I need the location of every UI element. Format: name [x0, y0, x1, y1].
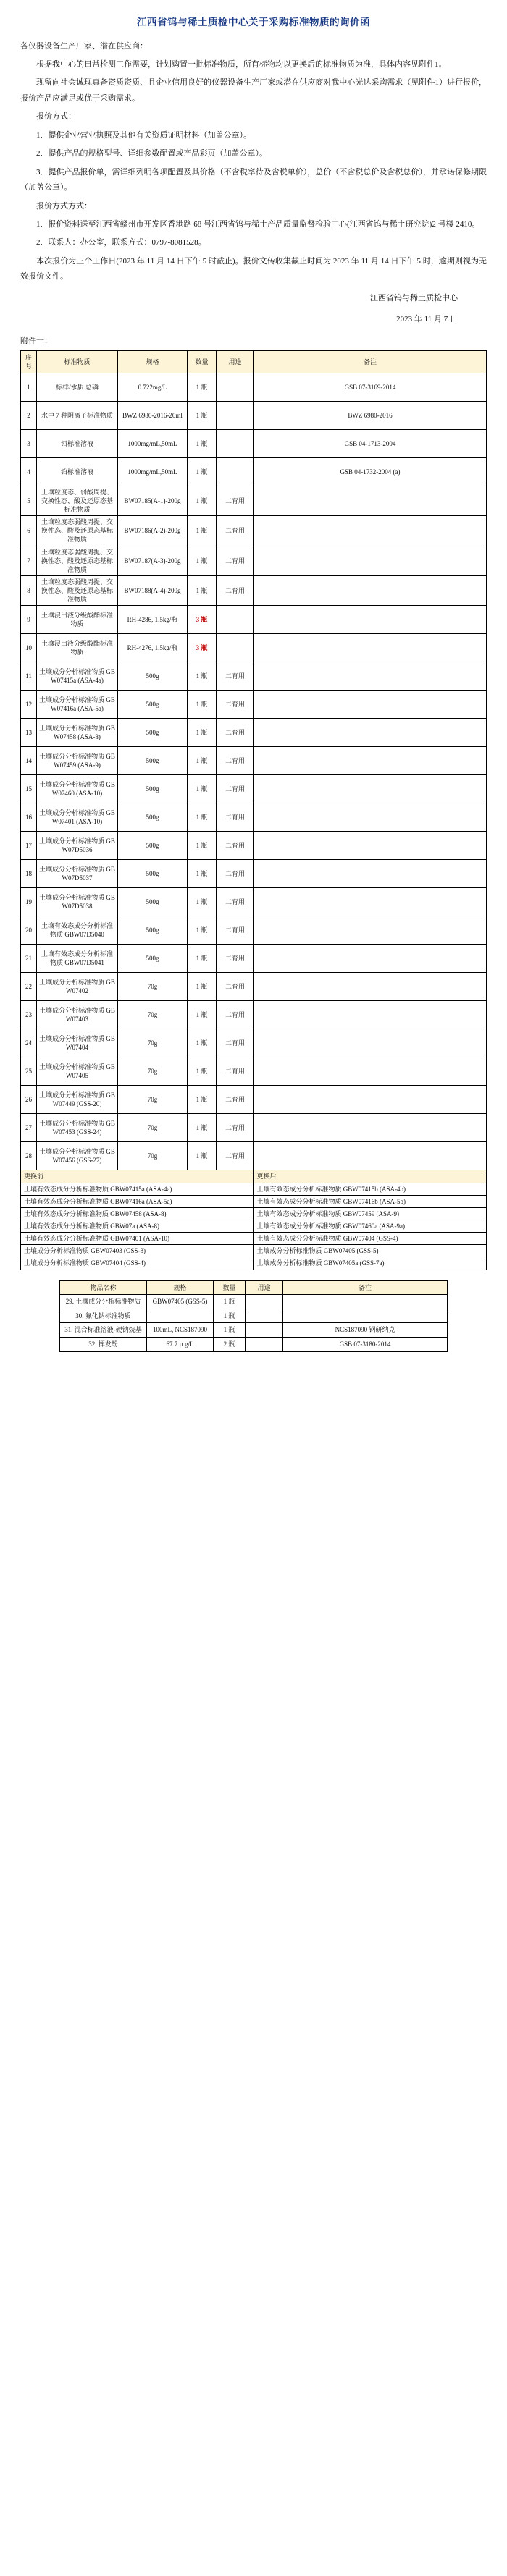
- materials-table: [20, 350, 487, 1171]
- table-row: [60, 1309, 448, 1323]
- cell-name: 铅标准溶液: [37, 429, 118, 457]
- cell-before: 土壤有效态成分分析标准物质 GBW07415a (ASA-4a): [21, 1183, 254, 1195]
- cell-use: [217, 606, 254, 634]
- cell-qty: 2 瓶: [214, 1337, 246, 1351]
- cell-note: GSB 04-1713-2004: [254, 429, 487, 457]
- table-row: [21, 576, 487, 606]
- cell-spec: 0.722mg/L: [118, 373, 188, 401]
- cell-qty: 1 瓶: [214, 1323, 246, 1338]
- cell-after: 土壤有效态成分分析标准物质 GBW07416b (ASA-5b): [254, 1195, 487, 1207]
- cell-name: 水中 7 种阴离子标准物质: [37, 401, 118, 429]
- table-row: [21, 747, 487, 775]
- second-table-wrap: [20, 1280, 487, 1352]
- cell-note: BWZ 6980-2016: [254, 401, 487, 429]
- cell-qty: 1 瓶: [188, 576, 217, 606]
- cell-before: 土壤有效态成分分析标准物质 GBW07401 (ASA-10): [21, 1233, 254, 1245]
- cell-name: 土壤有效态成分分析标准物质 GBW07D5040: [37, 916, 118, 945]
- quote-item-3: 3．提供产品报价单，需详细列明各项配置及其价格（不含税率待及含税单价），总价（不含税总价及含税总价），并承诺保修期限（加盖公章）。: [20, 167, 487, 193]
- cell-qty: 1 瓶: [188, 719, 217, 747]
- cell-spec: 500g: [118, 662, 188, 691]
- cell-no: 7: [21, 546, 37, 575]
- change-row: [21, 1183, 487, 1195]
- cell-qty: 1 瓶: [188, 429, 217, 457]
- table-row: [21, 486, 487, 515]
- cell-after: 土壤成分分析标准物质 GBW07405 (GSS-5): [254, 1245, 487, 1257]
- change-row: [21, 1233, 487, 1245]
- way-item-2: 2．联系人：办公室，联系方式：0797-8081528。: [36, 238, 206, 248]
- change-header-row: [21, 1170, 487, 1183]
- cell-no: 10: [21, 634, 37, 662]
- th2-name: 物品名称: [60, 1280, 147, 1295]
- cell-no: 23: [21, 1001, 37, 1029]
- cell-no: 13: [21, 719, 37, 747]
- cell-qty: 1 瓶: [188, 945, 217, 973]
- cell-note: [254, 747, 487, 775]
- cell-name: 土壤成分分析标准物质 GBW07D5037: [37, 860, 118, 888]
- cell-note: GSB 07-3169-2014: [254, 373, 487, 401]
- quote-item-1: 1．提供企业营业执照及其他有关资质证明材料（加盖公章）。: [36, 130, 251, 140]
- cell-use: 二育用: [217, 546, 254, 575]
- page-title: 江西省钨与稀土质检中心关于采购标准物质的询价函: [137, 17, 370, 28]
- cell-note: GSB 07-3180-2014: [283, 1337, 448, 1351]
- cell-note: [283, 1295, 448, 1309]
- cell-spec: 500g: [118, 832, 188, 860]
- cell-no: 27: [21, 1114, 37, 1142]
- cell-no: 14: [21, 747, 37, 775]
- cell-no: 1: [21, 373, 37, 401]
- cell-spec: 1000mg/mL,50mL: [118, 429, 188, 457]
- cell-spec: 70g: [118, 1086, 188, 1114]
- materials-table-2: [59, 1280, 448, 1352]
- cell-name: 30. 氟化钠标准物质: [60, 1309, 147, 1323]
- cell-qty: 1 瓶: [188, 775, 217, 803]
- cell-qty: 1 瓶: [188, 373, 217, 401]
- cell-qty: 1 瓶: [188, 803, 217, 832]
- table-row: [21, 945, 487, 973]
- table-row: [21, 888, 487, 916]
- cell-note: [254, 1086, 487, 1114]
- cell-spec: 500g: [118, 691, 188, 719]
- cell-use: 二育用: [217, 1142, 254, 1170]
- cell-name: 土壤成分分析标准物质 GBW07459 (ASA-9): [37, 747, 118, 775]
- cell-no: 12: [21, 691, 37, 719]
- deadline-paragraph: 本次报价为三个工作日(2023 年 11 月 14 日下午 5 时截止)。报价文传收集截止时间为 2023 年 11 月 14 日下午 5 时，逾期则视为无效报价文件。: [20, 256, 487, 282]
- table-row: [21, 1142, 487, 1170]
- cell-name: 土壤成分分析标准物质 GBW07402: [37, 973, 118, 1001]
- table-row: [21, 973, 487, 1001]
- cell-use: [246, 1323, 283, 1338]
- cell-use: [217, 401, 254, 429]
- cell-qty: 1 瓶: [188, 1086, 217, 1114]
- cell-note: [254, 634, 487, 662]
- cell-spec: 500g: [118, 747, 188, 775]
- th-no: 序号: [21, 350, 37, 373]
- table-row: [21, 1001, 487, 1029]
- attachment-label: 附件一：: [20, 336, 52, 345]
- way-section-heading: 报价方式方式：: [36, 201, 92, 211]
- cell-name: 标样/水质 总磷: [37, 373, 118, 401]
- cell-name: 土壤成分分析标准物质 GBW07458 (ASA-8): [37, 719, 118, 747]
- table-row: [21, 691, 487, 719]
- intro-paragraph-2: 现留向社会诚现真备资质资质、且企业信用良好的仪器设备生产厂家或潜在供应商对我中心光达采购需求（见附件1）进行报价，报价产品应满足或优于采购需求。: [20, 78, 487, 103]
- table-row: [21, 832, 487, 860]
- cell-use: 二育用: [217, 945, 254, 973]
- table-row: [21, 1029, 487, 1057]
- cell-note: [254, 1001, 487, 1029]
- cell-name: 土壤成分分析标准物质 GBW07D5036: [37, 832, 118, 860]
- table-row: [21, 916, 487, 945]
- cell-after: 土壤成分分析标准物质 GBW07405a (GSS-7a): [254, 1257, 487, 1270]
- cell-use: [217, 457, 254, 486]
- cell-use: 二育用: [217, 516, 254, 546]
- cell-note: [254, 486, 487, 515]
- cell-qty: 1 瓶: [188, 691, 217, 719]
- cell-use: 二育用: [217, 888, 254, 916]
- cell-qty: 1 瓶: [188, 973, 217, 1001]
- cell-qty: 1 瓶: [214, 1309, 246, 1323]
- cell-name: 土壤成分分析标准物质 GBW07415a (ASA-4a): [37, 662, 118, 691]
- table-header-row: [21, 350, 487, 373]
- cell-note: GSB 04-1732-2004 (a): [254, 457, 487, 486]
- cell-no: 16: [21, 803, 37, 832]
- cell-spec: [147, 1309, 214, 1323]
- cell-no: 8: [21, 576, 37, 606]
- cell-note: [254, 1057, 487, 1086]
- cell-no: 19: [21, 888, 37, 916]
- cell-name: 土壤成分分析标准物质 GBW07401 (ASA-10): [37, 803, 118, 832]
- cell-use: 二育用: [217, 486, 254, 515]
- cell-name: 31. 混合标准溶液-硬钠烷基: [60, 1323, 147, 1338]
- cell-spec: 70g: [118, 1114, 188, 1142]
- cell-note: [254, 1142, 487, 1170]
- change-row: [21, 1245, 487, 1257]
- th-name: 标准物质: [37, 350, 118, 373]
- salutation: 各仪器设备生产厂家、潜在供应商：: [20, 41, 148, 51]
- cell-use: 二育用: [217, 1086, 254, 1114]
- cell-use: 二育用: [217, 662, 254, 691]
- cell-after: 土壤有效态成分分析标准物质 GBW07415b (ASA-4b): [254, 1183, 487, 1195]
- cell-qty: 1 瓶: [188, 1142, 217, 1170]
- cell-name: 土壤成分分析标准物质 GBW07405: [37, 1057, 118, 1086]
- cell-spec: 70g: [118, 1029, 188, 1057]
- cell-use: 二育用: [217, 775, 254, 803]
- cell-no: 6: [21, 516, 37, 546]
- cell-note: NCS187090 钢研纳克: [283, 1323, 448, 1338]
- cell-note: [254, 860, 487, 888]
- cell-use: [217, 429, 254, 457]
- cell-use: [217, 373, 254, 401]
- cell-after: 土壤有效态成分分析标准物质 GBW07404 (GSS-4): [254, 1233, 487, 1245]
- cell-qty: 1 瓶: [188, 401, 217, 429]
- cell-qty: 1 瓶: [188, 747, 217, 775]
- table-row: [21, 401, 487, 429]
- table-row: [21, 719, 487, 747]
- cell-spec: 70g: [118, 1142, 188, 1170]
- cell-use: 二育用: [217, 803, 254, 832]
- cell-spec: 70g: [118, 1001, 188, 1029]
- cell-use: 二育用: [217, 916, 254, 945]
- change-row: [21, 1195, 487, 1207]
- table2-header-row: [60, 1280, 448, 1295]
- cell-name: 土壤成分分析标准物质 GBW07449 (GSS-20): [37, 1086, 118, 1114]
- cell-spec: GBW07405 (GSS-5): [147, 1295, 214, 1309]
- table-row: [21, 457, 487, 486]
- cell-no: 24: [21, 1029, 37, 1057]
- cell-name: 土壤成分分析标准物质 GBW07403: [37, 1001, 118, 1029]
- cell-qty: 1 瓶: [188, 1001, 217, 1029]
- cell-qty: 1 瓶: [188, 916, 217, 945]
- th2-use: 用途: [246, 1280, 283, 1295]
- cell-no: 18: [21, 860, 37, 888]
- cell-spec: 500g: [118, 803, 188, 832]
- cell-no: 5: [21, 486, 37, 515]
- cell-no: 2: [21, 401, 37, 429]
- cell-name: 土壤粒度态弱酸周提、交换性态、酸及还原态基标准物质: [37, 576, 118, 606]
- cell-after: 土壤有效态成分分析标准物质 GBW07460a (ASA-9a): [254, 1220, 487, 1233]
- table-row: [60, 1295, 448, 1309]
- th-spec: 规格: [118, 350, 188, 373]
- cell-note: [254, 1114, 487, 1142]
- cell-name: 29. 土壤成分分析标准物质: [60, 1295, 147, 1309]
- cell-spec: BWZ 6980-2016-20ml: [118, 401, 188, 429]
- th-after: 更换后: [254, 1170, 487, 1183]
- cell-no: 17: [21, 832, 37, 860]
- cell-qty: 1 瓶: [188, 486, 217, 515]
- cell-no: 20: [21, 916, 37, 945]
- cell-use: 二育用: [217, 719, 254, 747]
- th2-spec: 规格: [147, 1280, 214, 1295]
- change-row: [21, 1220, 487, 1233]
- cell-qty: 1 瓶: [188, 832, 217, 860]
- cell-use: 二育用: [217, 691, 254, 719]
- way-item-1: 1．报价资料送至江西省赣州市开发区香港路 68 号江西省钨与稀土产品质量监督检验中心(江西省钨与稀土研究院)2 号楼 2410。: [36, 219, 480, 229]
- cell-use: [246, 1295, 283, 1309]
- cell-no: 3: [21, 429, 37, 457]
- cell-qty: 1 瓶: [188, 546, 217, 575]
- cell-qty: 1 瓶: [188, 860, 217, 888]
- cell-note: [254, 1029, 487, 1057]
- cell-no: 15: [21, 775, 37, 803]
- cell-before: 土壤有效态成分分析标准物质 GBW07a (ASA-8): [21, 1220, 254, 1233]
- cell-note: [254, 775, 487, 803]
- cell-spec: 500g: [118, 888, 188, 916]
- cell-spec: RH-4276, 1.5kg/瓶: [118, 634, 188, 662]
- table-row: [21, 546, 487, 575]
- table-row: [21, 373, 487, 401]
- table-row: [21, 775, 487, 803]
- cell-note: [283, 1309, 448, 1323]
- cell-name: 土壤浸出液分级酸酯标准物质: [37, 606, 118, 634]
- cell-use: 二育用: [217, 576, 254, 606]
- cell-use: 二育用: [217, 860, 254, 888]
- signature-date: 2023 年 11 月 7 日: [396, 314, 458, 324]
- table-row: [60, 1337, 448, 1351]
- cell-spec: 70g: [118, 1057, 188, 1086]
- cell-no: 4: [21, 457, 37, 486]
- cell-qty: 1 瓶: [188, 1029, 217, 1057]
- cell-before: 土壤有效态成分分析标准物质 GBW07416a (ASA-5a): [21, 1195, 254, 1207]
- cell-use: 二育用: [217, 973, 254, 1001]
- cell-qty: 1 瓶: [214, 1295, 246, 1309]
- cell-spec: 500g: [118, 945, 188, 973]
- cell-note: [254, 662, 487, 691]
- cell-name: 土壤浸出液分级酸酯标准物质: [37, 634, 118, 662]
- cell-spec: 70g: [118, 973, 188, 1001]
- cell-note: [254, 606, 487, 634]
- cell-before: 土壤成分分析标准物质 GBW07404 (GSS-4): [21, 1257, 254, 1270]
- cell-note: [254, 691, 487, 719]
- cell-spec: BW07188(A-4)-200g: [118, 576, 188, 606]
- change-table: [20, 1170, 487, 1270]
- cell-spec: 1000mg/mL,50mL: [118, 457, 188, 486]
- cell-spec: 500g: [118, 916, 188, 945]
- table-row: [21, 1086, 487, 1114]
- table-row: [21, 803, 487, 832]
- cell-name: 土壤粒度态弱酸周提、交换性态、酸及还原态基标准物质: [37, 546, 118, 575]
- cell-qty: 3 瓶: [188, 606, 217, 634]
- quote-section-heading: 报价方式：: [36, 112, 76, 122]
- cell-use: [246, 1337, 283, 1351]
- cell-spec: RH-4286, 1.5kg/瓶: [118, 606, 188, 634]
- cell-after: 土壤有效态成分分析标准物质 GBW07459 (ASA-9): [254, 1207, 487, 1220]
- cell-spec: BW07187(A-3)-200g: [118, 546, 188, 575]
- table-row: [21, 634, 487, 662]
- cell-use: 二育用: [217, 1057, 254, 1086]
- table-row: [21, 1057, 487, 1086]
- cell-spec: 500g: [118, 719, 188, 747]
- table-row: [60, 1323, 448, 1338]
- cell-name: 土壤粒度态弱酸周提、交换性态、酸及还原态基标准物质: [37, 516, 118, 546]
- cell-name: 32. 挥发酚: [60, 1337, 147, 1351]
- table-row: [21, 606, 487, 634]
- table-row: [21, 429, 487, 457]
- cell-no: 21: [21, 945, 37, 973]
- table-row: [21, 860, 487, 888]
- change-row: [21, 1257, 487, 1270]
- cell-note: [254, 916, 487, 945]
- cell-name: 铂标准溶液: [37, 457, 118, 486]
- th-note: 备注: [254, 350, 487, 373]
- cell-use: [246, 1309, 283, 1323]
- signature-org: 江西省钨与稀土质检中心: [370, 293, 458, 303]
- cell-name: 土壤成分分析标准物质 GBW07453 (GSS-24): [37, 1114, 118, 1142]
- cell-spec: 500g: [118, 775, 188, 803]
- cell-no: 9: [21, 606, 37, 634]
- table-row: [21, 516, 487, 546]
- cell-note: [254, 576, 487, 606]
- cell-use: 二育用: [217, 747, 254, 775]
- cell-no: 26: [21, 1086, 37, 1114]
- th-use: 用途: [217, 350, 254, 373]
- cell-use: 二育用: [217, 1029, 254, 1057]
- cell-note: [254, 546, 487, 575]
- cell-spec: BW07186(A-2)-200g: [118, 516, 188, 546]
- cell-use: 二育用: [217, 1114, 254, 1142]
- cell-name: 土壤有效态成分分析标准物质 GBW07D5041: [37, 945, 118, 973]
- cell-note: [254, 945, 487, 973]
- table-row: [21, 1114, 487, 1142]
- cell-note: [254, 888, 487, 916]
- th-qty: 数量: [188, 350, 217, 373]
- cell-use: 二育用: [217, 1001, 254, 1029]
- cell-note: [254, 832, 487, 860]
- cell-name: 土壤粒度态、弱酸周提、交换性态、酸及还原态基标准物质: [37, 486, 118, 515]
- change-row: [21, 1207, 487, 1220]
- cell-no: 28: [21, 1142, 37, 1170]
- cell-qty: 1 瓶: [188, 1057, 217, 1086]
- cell-before: 土壤成分分析标准物质 GBW07403 (GSS-3): [21, 1245, 254, 1257]
- cell-name: 土壤成分分析标准物质 GBW07D5038: [37, 888, 118, 916]
- quote-item-2: 2．提供产品的规格型号、详细参数配置或产品彩页（加盖公章）。: [36, 149, 267, 159]
- cell-qty: 1 瓶: [188, 1114, 217, 1142]
- cell-qty: 1 瓶: [188, 662, 217, 691]
- cell-no: 11: [21, 662, 37, 691]
- cell-name: 土壤成分分析标准物质 GBW07416a (ASA-5a): [37, 691, 118, 719]
- cell-qty: 1 瓶: [188, 888, 217, 916]
- cell-qty: 3 瓶: [188, 634, 217, 662]
- cell-use: [217, 634, 254, 662]
- table-row: [21, 662, 487, 691]
- cell-note: [254, 973, 487, 1001]
- th2-note: 备注: [283, 1280, 448, 1295]
- cell-note: [254, 719, 487, 747]
- cell-no: 25: [21, 1057, 37, 1086]
- th-before: 更换前: [21, 1170, 254, 1183]
- cell-qty: 1 瓶: [188, 516, 217, 546]
- cell-name: 土壤成分分析标准物质 GBW07404: [37, 1029, 118, 1057]
- cell-note: [254, 516, 487, 546]
- cell-no: 22: [21, 973, 37, 1001]
- cell-use: 二育用: [217, 832, 254, 860]
- cell-spec: BW07185(A-1)-200g: [118, 486, 188, 515]
- cell-qty: 1 瓶: [188, 457, 217, 486]
- cell-name: 土壤成分分析标准物质 GBW07460 (ASA-10): [37, 775, 118, 803]
- intro-paragraph-1: 根据我中心的日常检测工作需要，计划购置一批标准物质，所有标物均以更换后的标准物质为准，具体内容见附件1。: [36, 60, 447, 69]
- cell-name: 土壤成分分析标准物质 GBW07456 (GSS-27): [37, 1142, 118, 1170]
- cell-note: [254, 803, 487, 832]
- th2-qty: 数量: [214, 1280, 246, 1295]
- cell-spec: 500g: [118, 860, 188, 888]
- cell-spec: 67.7 µ g/L: [147, 1337, 214, 1351]
- cell-spec: 100mL, NCS187090: [147, 1323, 214, 1338]
- cell-before: 土壤有效态成分分析标准物质 GBW07458 (ASA-8): [21, 1207, 254, 1220]
